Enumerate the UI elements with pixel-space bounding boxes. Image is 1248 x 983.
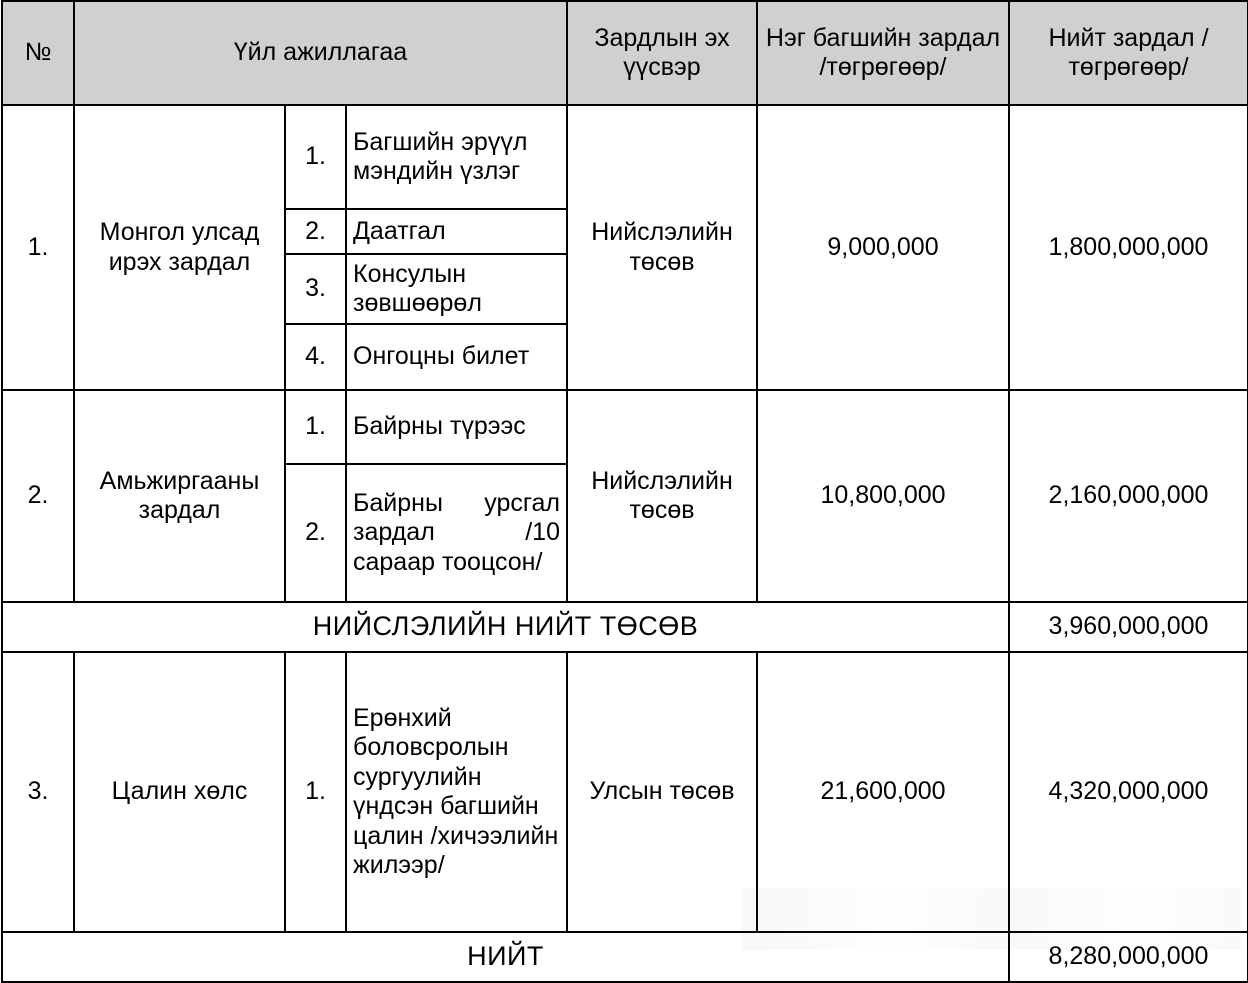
row-total-cost: 1,800,000,000 bbox=[1009, 105, 1248, 390]
table-header bbox=[2, 1, 1248, 105]
sub-item-text: Байрны түрээс bbox=[346, 390, 567, 464]
subtotal-value: 3,960,000,000 bbox=[1009, 602, 1248, 652]
grand-total-row bbox=[2, 932, 1248, 982]
grand-total-label: НИЙТ bbox=[2, 932, 1009, 982]
sub-item-text: Онгоцны билет bbox=[346, 324, 567, 390]
table-row bbox=[2, 105, 1248, 209]
sub-item-text: Багшийн эрүүл мэндийн үзлэг bbox=[346, 105, 567, 209]
row-number: 1. bbox=[2, 105, 74, 390]
sub-item-text: Байрны урсгал зардал /10 сараар тооцсон/ bbox=[346, 464, 567, 602]
row-source: Нийслэлийн төсөв bbox=[567, 105, 757, 390]
sub-item-number: 1. bbox=[285, 652, 346, 932]
sub-item-text: Даатгал bbox=[346, 209, 567, 254]
row-number: 3. bbox=[2, 652, 74, 932]
sub-item-text: Ерөнхий боловсролын сургуулийн үндсэн багшийн цалин /хичээлийн жилээр/ bbox=[346, 652, 567, 932]
sub-item-text: Консулын зөвшөөрөл bbox=[346, 254, 567, 324]
sub-item-number: 2. bbox=[285, 209, 346, 254]
sub-item-number: 1. bbox=[285, 105, 346, 209]
sub-item-number: 4. bbox=[285, 324, 346, 390]
header-activity: Үйл ажиллагаа bbox=[74, 1, 567, 105]
row-source: Улсын төсөв bbox=[567, 652, 757, 932]
row-total-cost: 2,160,000,000 bbox=[1009, 390, 1248, 602]
header-per-teacher: Нэг багшийн зардал /төгрөгөөр/ bbox=[757, 1, 1009, 105]
row-source: Нийслэлийн төсөв bbox=[567, 390, 757, 602]
table-row bbox=[2, 652, 1248, 932]
grand-total-value: 8,280,000,000 bbox=[1009, 932, 1248, 982]
budget-table bbox=[1, 0, 1248, 983]
header-no: № bbox=[2, 1, 74, 105]
table-row bbox=[2, 390, 1248, 464]
row-per-teacher-cost: 9,000,000 bbox=[757, 105, 1009, 390]
row-activity: Монгол улсад ирэх зардал bbox=[74, 105, 285, 390]
header-source: Зардлын эх үүсвэр bbox=[567, 1, 757, 105]
header-total: Нийт зардал /төгрөгөөр/ bbox=[1009, 1, 1248, 105]
subtotal-row bbox=[2, 602, 1248, 652]
sub-item-number: 1. bbox=[285, 390, 346, 464]
sub-item-number: 3. bbox=[285, 254, 346, 324]
row-total-cost: 4,320,000,000 bbox=[1009, 652, 1248, 932]
row-activity: Цалин хөлс bbox=[74, 652, 285, 932]
row-per-teacher-cost: 10,800,000 bbox=[757, 390, 1009, 602]
header-row bbox=[2, 1, 1248, 105]
row-per-teacher-cost: 21,600,000 bbox=[757, 652, 1009, 932]
table-body bbox=[2, 105, 1248, 982]
sub-item-number: 2. bbox=[285, 464, 346, 602]
row-activity: Амьжиргааны зардал bbox=[74, 390, 285, 602]
row-number: 2. bbox=[2, 390, 74, 602]
subtotal-label: НИЙСЛЭЛИЙН НИЙТ ТӨСӨВ bbox=[2, 602, 1009, 652]
